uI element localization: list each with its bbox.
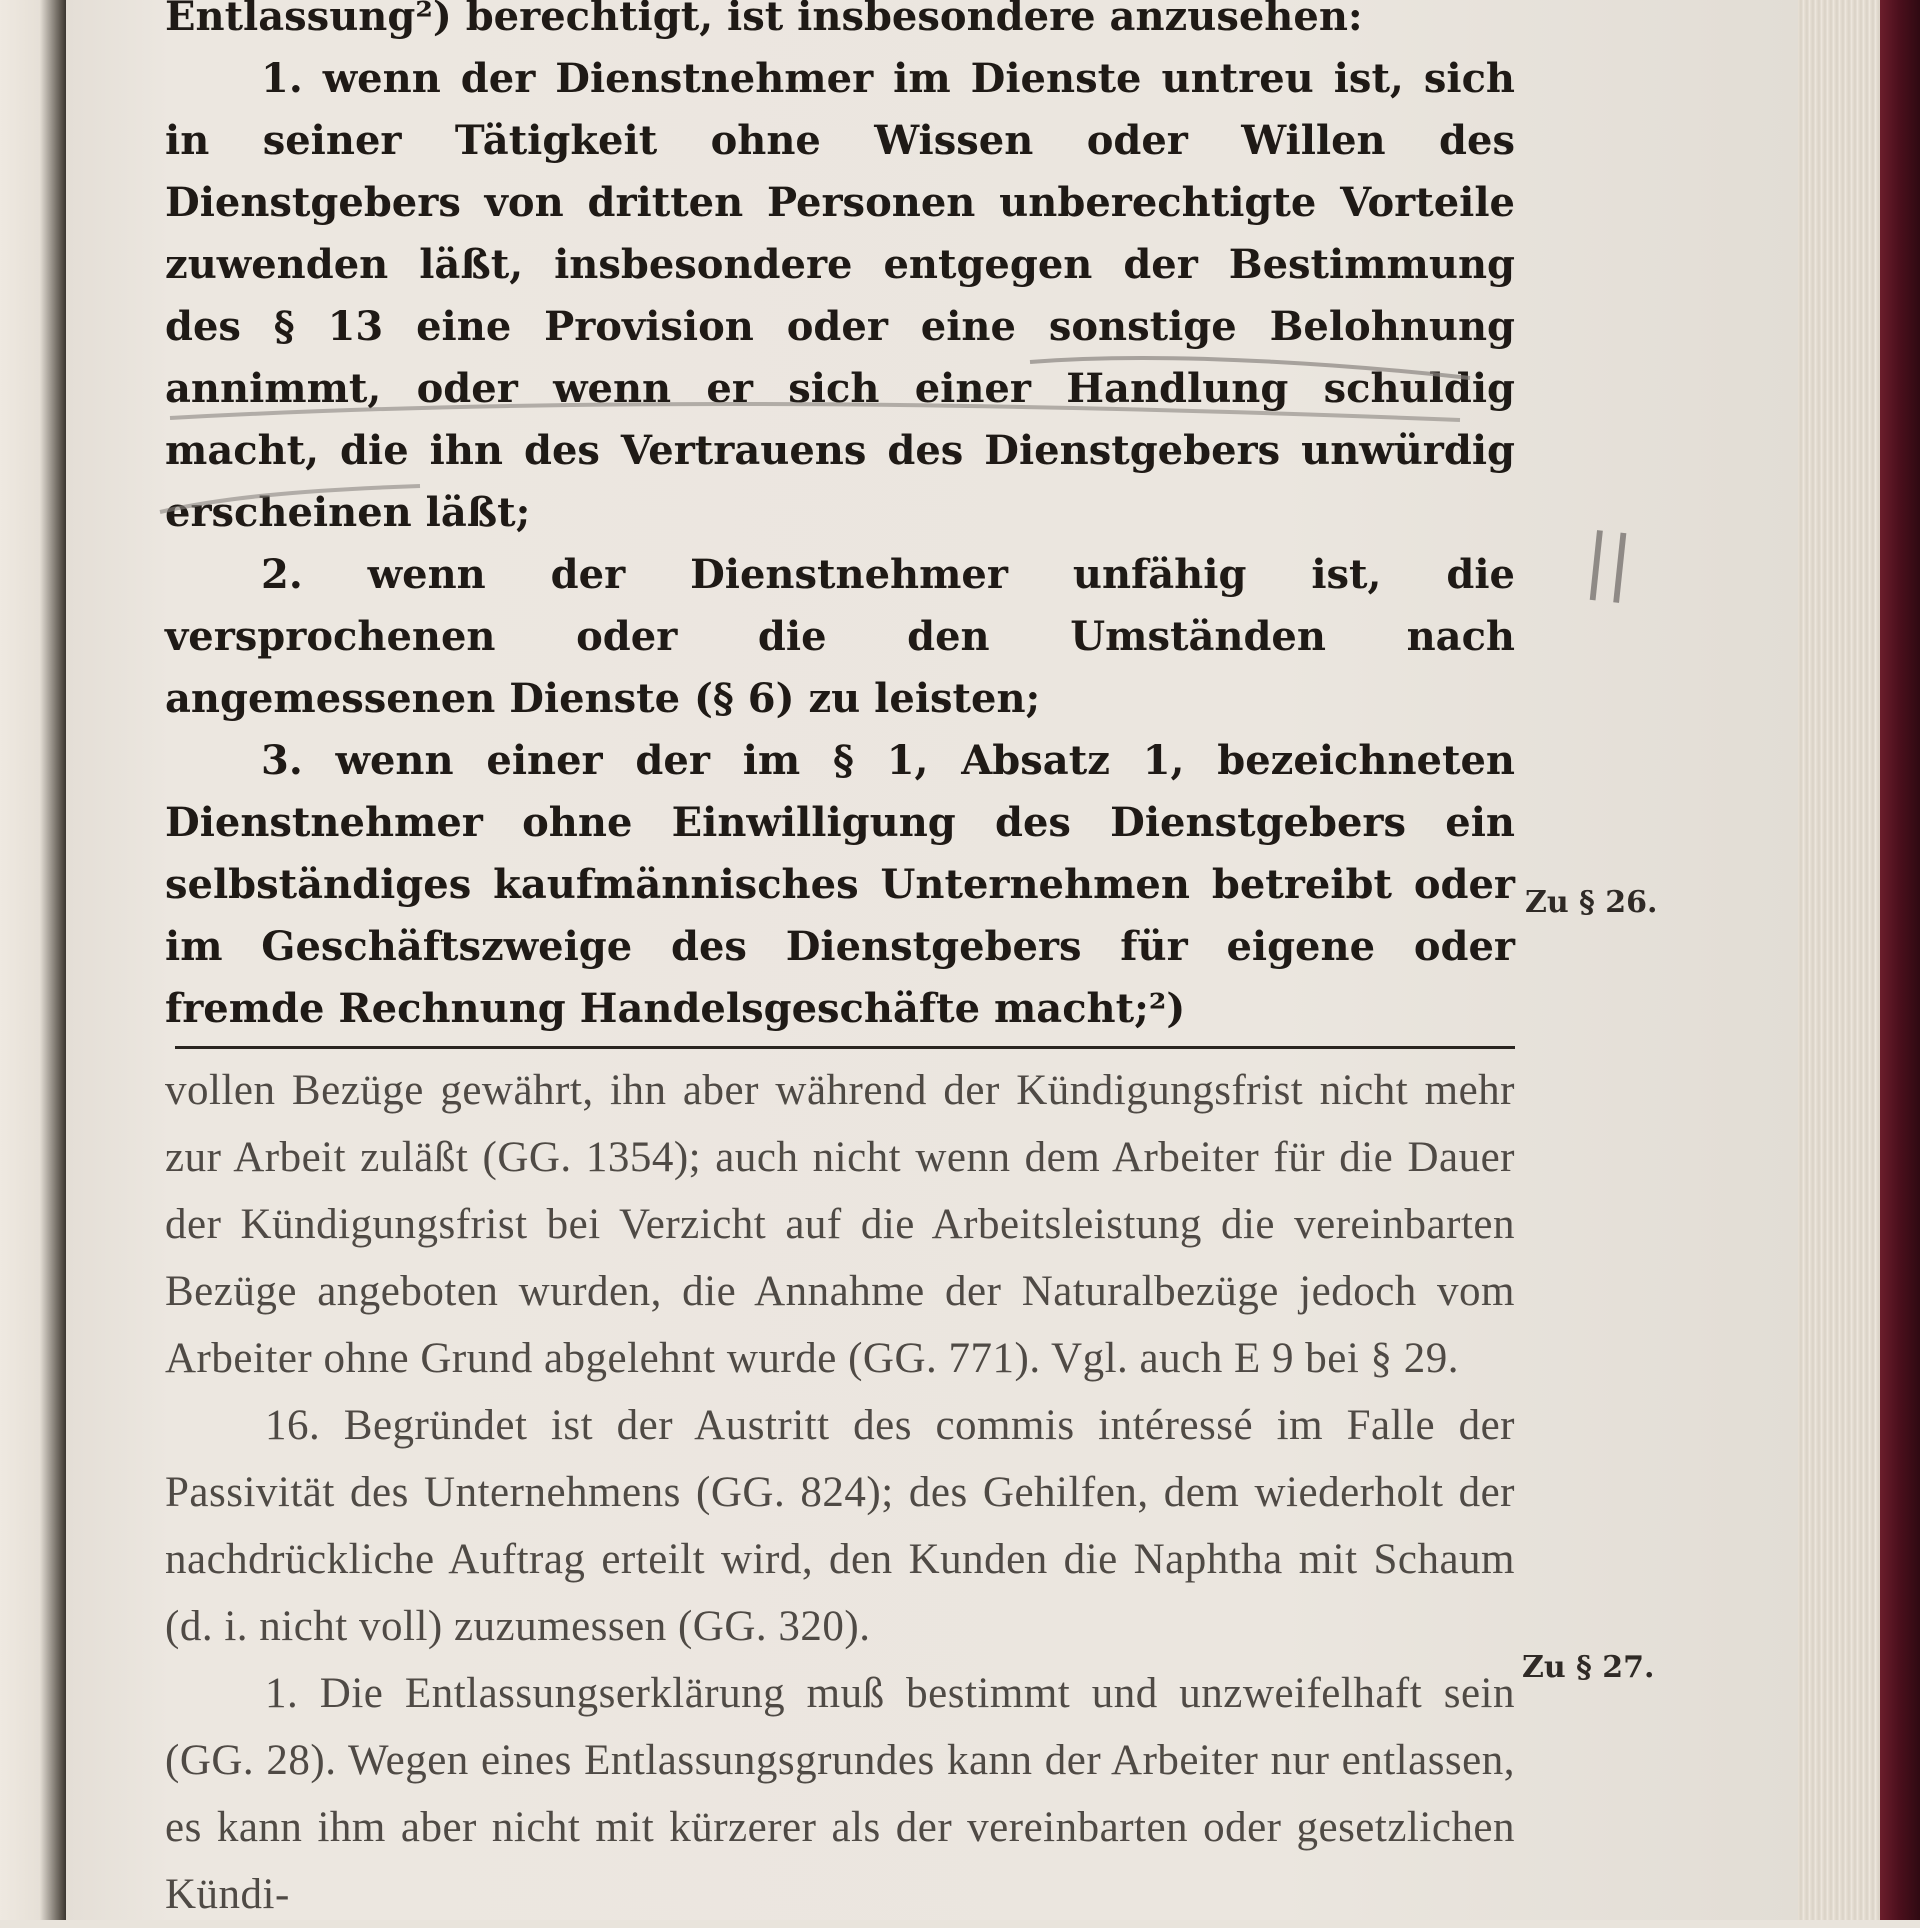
pencil-underline — [1030, 358, 1470, 378]
margin-note-27: Zu § 27. — [1522, 1650, 1655, 1685]
statute-paragraph: Entlassung²) berechtigt, ist insbesondere anzusehen: — [165, 0, 1363, 40]
commentary-paragraph: vollen Bezüge gewährt, ihn aber während der Kündigungsfrist nicht mehr zur Arbeit zuläßt (GG. 1354); auch nicht wenn dem Arbeiter für die Dauer der Kündigungsfrist bei Verzicht auf die Arbeitsleistung die vereinbarten Bezüge angeboten wurden, die Annahme der Naturalbezüge jedoch vom Arbeiter ohne Grund abgelehnt wurde (GG. 771). Vgl. auch E 9 bei § 29. — [165, 1067, 1515, 1382]
statute-paragraph: 1. wenn der Dienstnehmer im Dienste untreu ist, sich in seiner Tätigkeit ohne Wissen oder Willen des Dienstgebers von dritten Personen unberechtigte Vorteile zuwenden läßt, insbesondere entgegen der Bestimmung des § 13 eine Provision oder eine sonstige Belohnung annimmt, oder wenn er sich einer Handlung schuldig macht, die ihn des Vertrauens des Dienstgebers unwürdig erscheinen läßt; — [165, 55, 1515, 536]
commentary-paragraph: 1. Die Entlassungserklärung muß bestimmt und unzweifelhaft sein (GG. 28). Wegen eines Entlassungsgrundes kann der Arbeiter nur entlassen, es kann ihm aber nicht mit kürzerer als der vereinbarten oder gesetzlichen Kündi- — [165, 1670, 1515, 1918]
pencil-mark: || — [1580, 517, 1637, 605]
pencil-underline — [170, 404, 1460, 420]
statute-paragraph: 2. wenn der Dienstnehmer unfähig ist, die versprochenen oder die den Umständen nach angemessenen Dienste (§ 6) zu leisten; — [165, 551, 1515, 722]
margin-note-26: Zu § 26. — [1525, 885, 1658, 920]
pencil-underline — [160, 486, 420, 512]
statute-paragraph: 3. wenn einer der im § 1, Absatz 1, bezeichneten Dienstnehmer ohne Einwilligung des Dienstgebers ein selbständiges kaufmännisches Unternehmen betreibt oder im Geschäftszweige des Dienstgebers für eigene oder fremde Rechnung Handelsgeschäfte macht;²) — [165, 737, 1515, 1032]
commentary-paragraph: 16. Begründet ist der Austritt des commis intéressé im Falle der Passivität des Unternehmens (GG. 824); des Gehilfen, dem wiederholt der nachdrückliche Auftrag erteilt wird, den Kunden die Naphtha mit Schaum (d. i. nicht voll) zuzumessen (GG. 320). — [165, 1402, 1515, 1650]
